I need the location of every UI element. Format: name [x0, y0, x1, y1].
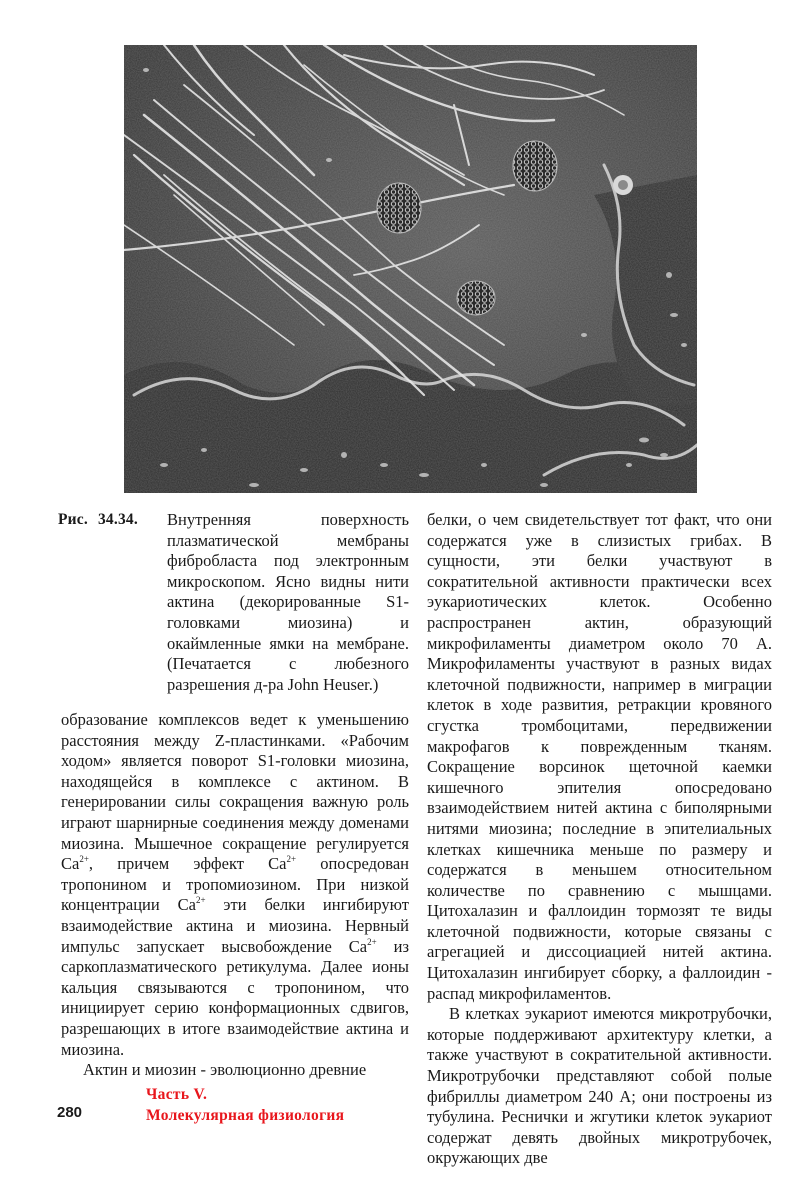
right-paragraph-1: белки, о чем свидетельствует тот факт, что они содержатся уже в слизистых грибах. В сущности, эти белки участвуют в сократительной активности практически всех эукариотических клеток. Особенно распространен актин, образующий микрофиламенты диаметром около 70 А. Микрофиламенты участвуют в разных видах клеточной подвижности, например в миграции клеток в ходе развития, ретракции кровяного сгустка тромбоцитами, передвижении макрофагов к поврежденным тканям. Сокращение ворсинок щеточной каемки кишечного эпителия опосредовано взаимодействием нитей актина с биполярными нитями миозина; последние в эпителиальных клетках кишечника меньше по размеру и содержатся в меньшем относительном количестве по сравнению с мышцами. Цитохалазин и фаллоидин тормозят те виды клеточной подвижности, которые связаны с агрегацией и диссоциацией нитей актина. Цитохалазин ингибирует сборку, а фаллоидин - распад микрофиламентов.	[427, 510, 772, 1003]
figure-label-prefix: Рис.	[58, 511, 88, 528]
figure-number: 34.34.	[97, 511, 138, 528]
part-label: Часть V.	[146, 1086, 208, 1103]
superscript: 2+	[195, 895, 206, 906]
superscript: 2+	[286, 854, 297, 865]
electron-micrograph	[124, 45, 697, 493]
right-column	[427, 510, 772, 1169]
figure-caption-text: Внутренняя поверхность плазматической мембраны фибробласта под электронным микроскопом. Ясно видны нити актина (декорированные S1-головками миозина) и окаймленные ямки на мембране. (Печатается с любезного разрешения д-ра John Heuser.)	[167, 510, 409, 694]
text-run: эти белки ингибируют взаимодействие актина и миозина. Нервный импульс запускает высвобождение Ca	[61, 895, 410, 956]
text-run: опосредован тропонином и тропомиозином. При низкой концентрации Ca	[61, 854, 410, 915]
figure-caption	[167, 510, 409, 695]
micrograph-image	[124, 45, 697, 493]
text-run: из саркоплазматического ретикулума. Далее ионы кальция связываются с тропонином, что инициирует серию конформационных сдвигов, разрешающих в итоге взаимодействие актина и миозина.	[61, 936, 409, 1059]
left-paragraph-1	[61, 710, 409, 1060]
text-run: , причем эффект Ca	[88, 854, 287, 874]
text-run: образование комплексов ведет к уменьшению расстояния между Z-пластинками. «Рабочим ходом» является поворот S1-головки миозина, находящейся в комплексе с актином. В генерировании силы сокращения важную роль играют шарнирные соединения между доменами миозина. Мышечное сокращение регулируется Ca	[61, 710, 409, 874]
running-head	[146, 1084, 344, 1126]
superscript: 2+	[367, 936, 377, 947]
left-paragraph-2: Актин и миозин - эволюционно древние	[83, 1060, 367, 1080]
page-number: 280	[57, 1104, 83, 1121]
right-paragraph-2: В клетках эукариот имеются микротрубочки, которые поддерживают архитектуру клетки, а также участвуют в сократительной активности. Микротрубочки представляют собой полые фибриллы диаметром 240 А; они построены из тубулина. Реснички и жгутики клеток эукариот содержат девять двойных микротрубочек, окружающих две	[427, 1004, 772, 1168]
part-title: Молекулярная физиология	[146, 1107, 345, 1124]
figure-label	[58, 511, 138, 529]
superscript: 2+	[79, 854, 89, 865]
left-column	[61, 710, 409, 1081]
